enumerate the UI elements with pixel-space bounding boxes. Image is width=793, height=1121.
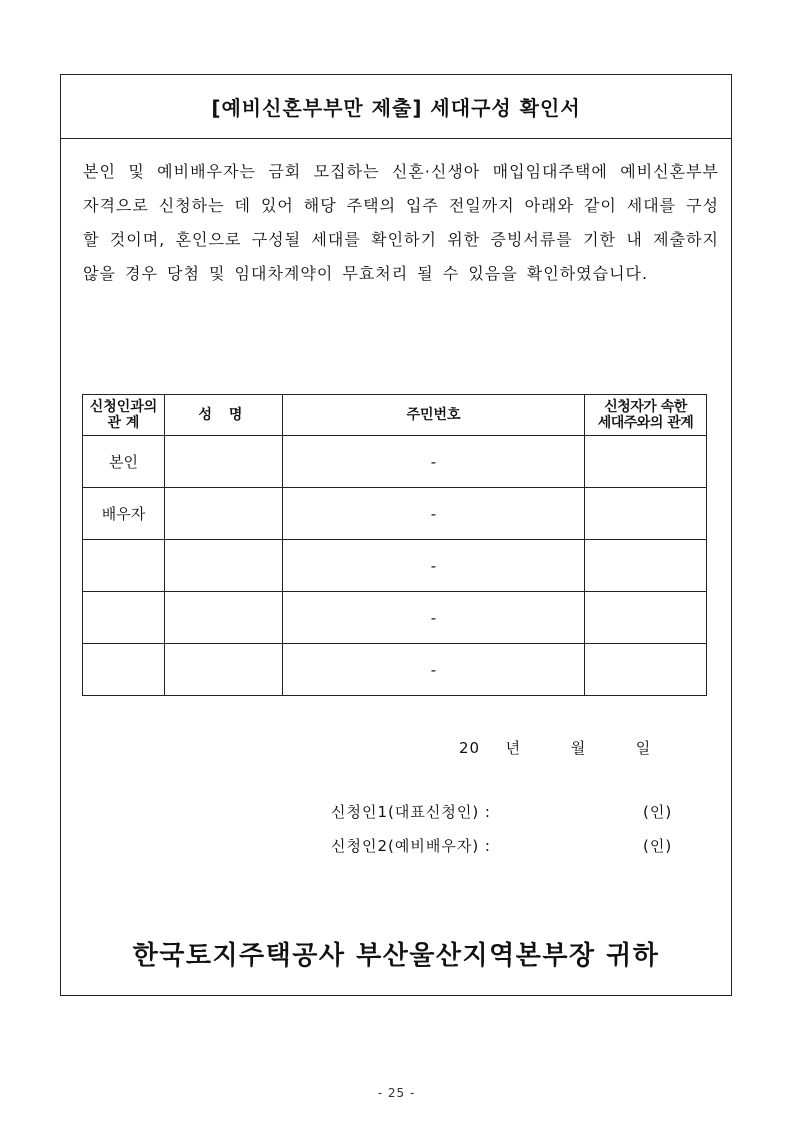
seal-mark[interactable]: (인) — [643, 803, 673, 821]
table-row — [83, 436, 707, 488]
intro-paragraph: 본인 및 예비배우자는 금회 모집하는 신혼·신생아 매입임대주택에 예비신혼부부 자격으로 신청하는 데 있어 해당 주택의 입주 전일까지 아래와 같이 세대를 구성할 것이며, 혼인으로 구성될 세대를 확인하기 위한 증빙서류를 기한 내 제출하지 않을 경우 당첨 및 임대차계약이 무효처리 될 수 있음을 확인하였습니다. — [83, 162, 719, 283]
form-frame — [60, 74, 732, 996]
cell-name[interactable] — [165, 644, 283, 696]
cell-household-relation[interactable] — [585, 540, 707, 592]
cell-household-relation[interactable] — [585, 592, 707, 644]
cell-name[interactable] — [165, 540, 283, 592]
table-header-row — [83, 395, 707, 436]
cell-relation: 배우자 — [83, 488, 165, 540]
page-number: - 25 - — [377, 1086, 416, 1100]
header-resident-number: 주민번호 — [283, 395, 585, 436]
cell-name[interactable] — [165, 592, 283, 644]
cell-resident-number[interactable]: - — [283, 540, 585, 592]
header-household-relation: 신청자가 속한 세대주와의 관계 — [585, 395, 707, 436]
form-title: [예비신혼부부만 제출] 세대구성 확인서 — [61, 75, 731, 139]
table-row — [83, 592, 707, 644]
header-name: 성 명 — [165, 395, 283, 436]
cell-relation[interactable] — [83, 644, 165, 696]
cell-name[interactable] — [165, 436, 283, 488]
signature-line-applicant2 — [331, 835, 681, 856]
table-row — [83, 488, 707, 540]
table-row — [83, 540, 707, 592]
household-table — [82, 394, 707, 696]
cell-relation: 본인 — [83, 436, 165, 488]
cell-resident-number[interactable]: - — [283, 488, 585, 540]
date-year-label: 년 — [505, 739, 522, 757]
table-row — [83, 644, 707, 696]
cell-household-relation[interactable] — [585, 436, 707, 488]
date-day-label: 일 — [635, 739, 652, 757]
signature-label: 신청인2(예비배우자) : — [331, 837, 491, 855]
cell-resident-number[interactable]: - — [283, 436, 585, 488]
cell-resident-number[interactable]: - — [283, 592, 585, 644]
date-year-prefix[interactable]: 20 — [459, 739, 481, 757]
date-line — [459, 737, 651, 758]
cell-resident-number[interactable]: - — [283, 644, 585, 696]
cell-household-relation[interactable] — [585, 644, 707, 696]
recipient-line: 한국토지주택공사 부산울산지역본부장 귀하 — [132, 941, 660, 971]
cell-household-relation[interactable] — [585, 488, 707, 540]
cell-relation[interactable] — [83, 592, 165, 644]
cell-relation[interactable] — [83, 540, 165, 592]
header-relation: 신청인과의 관 계 — [83, 395, 165, 436]
signature-label: 신청인1(대표신청인) : — [331, 803, 491, 821]
cell-name[interactable] — [165, 488, 283, 540]
date-month-label: 월 — [570, 739, 587, 757]
signature-line-applicant1 — [331, 801, 681, 822]
seal-mark[interactable]: (인) — [643, 837, 673, 855]
